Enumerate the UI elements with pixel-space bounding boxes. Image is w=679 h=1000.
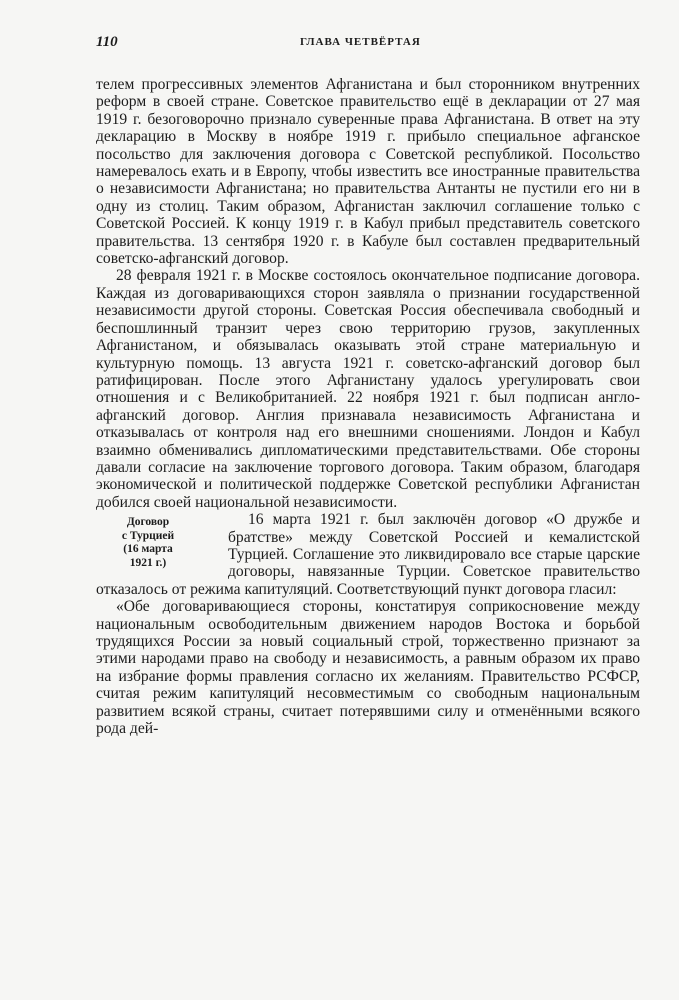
page-number: 110 [96,34,118,50]
margin-note-line: с Турцией [121,529,175,542]
paragraph-treaty-signing: 28 февраля 1921 г. в Москве состоялось окончательное подписание договора. Каждая из договаривающихся сторон заявляла о признании государственной независимости другой стороны. Советская Россия обеспечивала свободный и беспошлинный транзит через свою территорию грузов, закупленных Афганистаном, и обязывалась оказывать этой стране материальную и культурную помощь. 13 августа 1921 г. советско-афганский договор был ратифицирован. После этого Афганистану удалось урегулировать свои отношения и с Великобританией. 22 ноября 1921 г. был подписан англо-афганский договор. Англия признавала независимость Афганистана и отказывалась от контроля над его внешними сношениями. Лондон и Кабул взаимно обменивались дипломатическими представительствами. Обе стороны давали согласие на заключение торгового договора. Таким образом, благодаря экономической и политической поддержке Советской республики Афганистан добился своей национальной независимости. [96,267,640,511]
turkey-treaty-section [96,511,640,598]
paragraph-turkey-treaty: 16 марта 1921 г. был заключён договор «О дружбе и братстве» между Советской Россией и кемалистской Турцией. Соглашение это ликвидировало все старые царские договоры, навязанные Турции. Советское правительство отказалось от режима капитуляций. Соответствующий пункт договора гласил: [96,511,640,598]
margin-note-line: Договор [126,516,170,529]
margin-note-line: (16 марта [123,543,173,556]
margin-note [96,516,200,570]
body-text [96,76,640,737]
running-head [96,34,639,52]
chapter-title: ГЛАВА ЧЕТВЁРТАЯ [300,36,421,48]
paragraph-continued: телем прогрессивных элементов Афганистана и был сторонником внутренних реформ в своей стране. Советское правительство ещё в декларации от 27 мая 1919 г. безоговорочно признало суверенные права Афганистана. В ответ на эту декларацию в Москву в ноябре 1919 г. прибыло специальное афганское посольство для заключения договора с Советской республикой. Посольство намеревалось ехать и в Европу, чтобы известить все иностранные правительства о независимости Афганистана; но правительства Антанты не пустили его ни в одну из столиц. Таким образом, Афганистан заключил соглашение только с Советской Россией. К концу 1919 г. в Кабул прибыл представитель советского правительства. 13 сентября 1920 г. в Кабуле был составлен предварительный советско-афганский договор. [96,76,640,268]
margin-note-line: 1921 г.) [129,556,167,569]
paragraph-quote: «Обе договаривающиеся стороны, констатируя соприкосновение между национальным освободительным движением народов Востока и борьбой трудящихся России за новый социальный строй, торжественно признают за этими народами право на свободу и независимость, а равным образом их право на избрание формы правления согласно их желаниям. Правительство РСФСР, считая режим капитуляций несовместимым со свободным национальным развитием всякой страны, считает потерявшими силу и отменёнными всякого рода дей- [96,598,640,738]
